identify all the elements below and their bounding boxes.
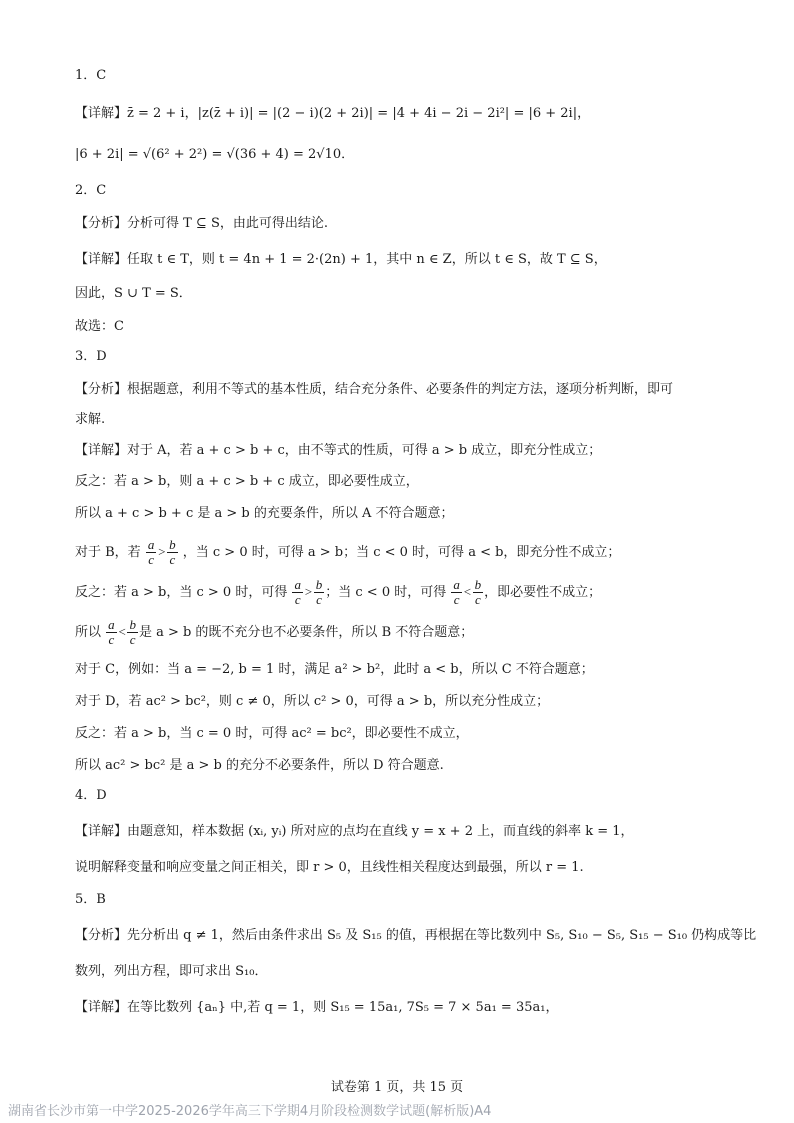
answer-3-detail-d-converse: 反之：若 a > b，当 c = 0 时，可得 ac² = bc²，即必要性不成立， <box>75 726 469 741</box>
answer-3-heading: 3．D <box>75 349 107 364</box>
answer-2-heading: 2．C <box>75 183 107 198</box>
fraction-b-over-c: $\frac{b}{c}$ <box>315 577 323 607</box>
answer-3-analysis-cont: 求解. <box>75 412 106 427</box>
answer-2-analysis: 【分析】分析可得 T ⊆ S，由此可得出结论. <box>75 216 328 231</box>
answer-1-heading: 1．C <box>75 68 107 83</box>
answer-5-analysis-cont: 数列，列出方程，即可求出 S₁₀． <box>75 964 268 979</box>
answer-5-analysis: 【分析】先分析出 q ≠ 1，然后由条件求出 S₅ 及 S₁₅ 的值，再根据在等比数列中 S₅, S₁₀ − S₅, S₁₅ − S₁₀ 仍构成等比 <box>75 928 757 943</box>
answer-3-detail-a-conclusion: 所以 a + c > b + c 是 a > b 的充要条件，所以 A 不符合题意； <box>75 506 454 521</box>
answer-3-detail-d: 对于 D，若 ac² > bc²，则 c ≠ 0，所以 c² > 0，可得 a > b，所以充分性成立； <box>75 694 550 709</box>
fraction-b-over-c: $\frac{b}{c}$ <box>129 617 136 647</box>
answer-3-detail-d-conclusion: 所以 ac² > bc² 是 a > b 的充分不必要条件，所以 D 符合题意. <box>75 758 444 773</box>
watermark-text: 湖南省长沙市第一中学2025-2026学年高三下学期4月阶段检测数学试题(解析版)A4 <box>8 1104 492 1119</box>
answer-4-detail-cont: 说明解释变量和响应变量之间正相关，即 r > 0，且线性相关程度达到最强，所以 r = 1. <box>75 860 584 875</box>
fraction-a-over-c: $\frac{a}{c}$ <box>294 577 301 607</box>
answer-5-detail: 【详解】在等比数列 {aₙ} 中,若 q = 1，则 S₁₅ = 15a₁, 7S₅ = 7 × 5a₁ = 35a₁， <box>75 1000 559 1015</box>
answer-3-detail-a: 【详解】对于 A，若 a + c > b + c，由不等式的性质，可得 a > b 成立，即充分性成立； <box>75 443 602 458</box>
answer-3-detail-c: 对于 C，例如：当 a = −2, b = 1 时，满足 a² > b²，此时 a < b，所以 C 不符合题意； <box>75 662 594 677</box>
answer-4-heading: 4．D <box>75 788 107 803</box>
answer-3-detail-b: 对于 B，若 $\frac{a}{c}$ > $\frac{b}{c}$ ，当 c > 0 时，可得 a > b；当 c < 0 时，可得 a < b，即充分性不成立； <box>75 537 621 567</box>
answer-2-detail: 【详解】任取 t ∈ T，则 t = 4n + 1 = 2·(2n) + 1，其中 n ∈ Z，所以 t ∈ S，故 T ⊆ S， <box>75 252 607 267</box>
answer-2-detail-cont: 因此，S ∪ T = S． <box>75 286 192 301</box>
answer-3-detail-a-converse: 反之：若 a > b，则 a + c > b + c 成立，即必要性成立， <box>75 474 419 489</box>
answer-3-analysis: 【分析】根据题意，利用不等式的基本性质，结合充分条件、必要条件的判定方法，逐项分析判断，即可 <box>75 382 674 397</box>
fraction-a-over-c: $\frac{a}{c}$ <box>147 537 155 567</box>
fraction-b-over-c: $\frac{b}{c}$ <box>474 577 482 607</box>
fraction-a-over-c: $\frac{a}{c}$ <box>453 577 460 607</box>
fraction-b-over-c: $\frac{b}{c}$ <box>169 537 176 567</box>
answer-2-choice: 故选：C <box>75 319 124 334</box>
answer-1-detail-cont: |6 + 2i| = √(6² + 2²) = √(36 + 4) = 2√10． <box>75 147 355 162</box>
answer-3-detail-b-conclusion: 所以 $\frac{a}{c}$ < $\frac{b}{c}$ 是 a > b 的既不充分也不必要条件，所以 B 不符合题意； <box>75 617 474 647</box>
answer-4-detail: 【详解】由题意知，样本数据 (xᵢ, yᵢ) 所对应的点均在直线 y = x + 2 上，而直线的斜率 k = 1， <box>75 824 634 839</box>
answer-1-detail: 【详解】z̄ = 2 + i，|z(z̄ + i)| = |(2 − i)(2 + 2i)| = |4 + 4i − 2i − 2i²| = |6 + 2i|， <box>75 106 591 121</box>
page-footer: 试卷第 1 页，共 15 页 <box>330 1080 464 1095</box>
answer-5-heading: 5．B <box>75 892 106 907</box>
fraction-a-over-c: $\frac{a}{c}$ <box>108 617 115 647</box>
answer-3-detail-b-converse: 反之：若 a > b，当 c > 0 时，可得 $\frac{a}{c}$ > $\frac{b}{c}$ ；当 c < 0 时，可得 $\frac{a}{c}$ < $\frac{b}{c}$ ，即必要性不成立； <box>75 577 602 607</box>
